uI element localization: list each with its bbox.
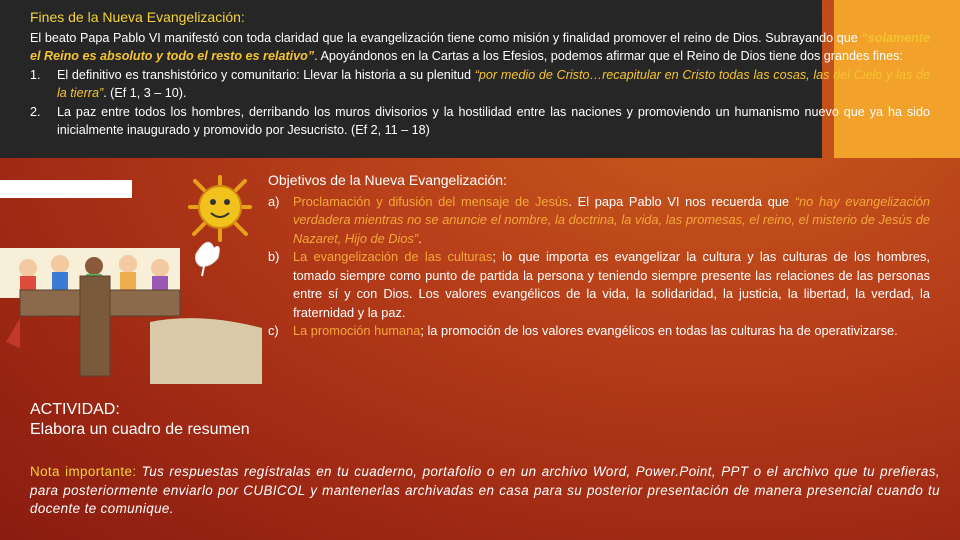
actividad-title: ACTIVIDAD: <box>30 401 120 418</box>
objetivos-section <box>268 171 930 341</box>
item-lead: Proclamación y difusión del mensaje de Jesús <box>293 193 569 209</box>
item-text: El definitivo es transhistórico y comunitario: Llevar la historia a su plenitud <box>57 67 475 82</box>
item-number: c) <box>268 323 279 338</box>
evangelization-illustration <box>0 172 262 384</box>
item-number: 2. <box>30 104 41 119</box>
item-text-2: . (Ef 1, 3 – 10). <box>103 86 187 100</box>
fines-intro-text-2: . Apoyándonos en la Cartas a los Efesios, podemos afirmar que el Reino de Dios tiene dos grandes fines: <box>314 49 903 63</box>
list-item <box>30 66 930 103</box>
item-number: a) <box>268 193 280 209</box>
list-item <box>268 248 930 322</box>
actividad-text: Elabora un cuadro de resumen <box>30 421 250 438</box>
objetivos-heading: Objetivos de la Nueva Evangelización: <box>268 172 507 188</box>
nota-text: Tus respuestas regístralas en tu cuaderno, portafolio o en un archivo Word, Power.Point, PPT o el archivo que tu prefieras, para posteriormente enviarlo por CUBICOL y mantenerlas archivadas en casa para su posterior presentación de manera presencial cuando tu docente te comunique. <box>30 464 940 516</box>
item-quote: “por medio de Cristo…recapitular en Cristo todas las cosas, las del Cielo y las de la tierra” <box>57 67 930 100</box>
ground <box>150 318 262 384</box>
actividad-block <box>30 400 250 440</box>
nota-block <box>30 463 940 519</box>
fines-list <box>30 66 930 140</box>
item-text-2: . <box>418 230 422 246</box>
list-item <box>30 103 930 140</box>
fines-intro <box>30 29 930 66</box>
objetivos-list <box>268 193 930 341</box>
item-text: ; la promoción de los valores evangélicos en todas las culturas ha de operativizarse. <box>420 323 898 338</box>
item-lead: La promoción humana <box>293 323 421 338</box>
item-lead: La evangelización de las culturas <box>293 249 493 264</box>
list-item <box>268 322 930 341</box>
list-item <box>268 193 930 249</box>
item-text: . El papa Pablo VI nos recuerda que <box>568 193 795 209</box>
fines-heading: Fines de la Nueva Evangelización: <box>30 9 245 25</box>
fines-section <box>30 8 930 140</box>
nota-label: Nota importante: <box>30 464 137 479</box>
item-quote: “no hay evangelización verdadera mientras no se anuncie el nombre, la doctrina, la vida, las promesas, el reino, el misterio de Jesús de Nazaret, Hijo de Dios” <box>293 193 931 246</box>
item-number: b) <box>268 249 280 264</box>
dove-icon <box>196 242 220 276</box>
item-text: La paz entre todos los hombres, derribando los muros divisorios y la hostilidad entre las naciones y promoviendo un humanismo nuevo que ya ha sido inicialmente inaugurado y promovido por Jesucristo. (Ef 2, 11 – 18) <box>57 104 930 137</box>
sun-icon <box>190 177 250 240</box>
item-text: ; lo que importa es evangelizar la cultura y las culturas de los hombres, tomado siempre como punto de partida la persona y teniendo siempre presente las relaciones de las personas entre sí y con Dios. Los valores evangélicos de la vida, la solidaridad, la justicia, la libertad, la verdad, la fraternidad y la paz. <box>293 249 930 320</box>
item-number: 1. <box>30 67 41 82</box>
fines-intro-quote: “solamente el Reino es absoluto y todo el resto es relativo” <box>30 30 930 63</box>
fines-intro-text: El beato Papa Pablo VI manifestó con toda claridad que la evangelización tiene como misión y finalidad promover el reino de Dios. Subrayando que <box>30 30 862 45</box>
